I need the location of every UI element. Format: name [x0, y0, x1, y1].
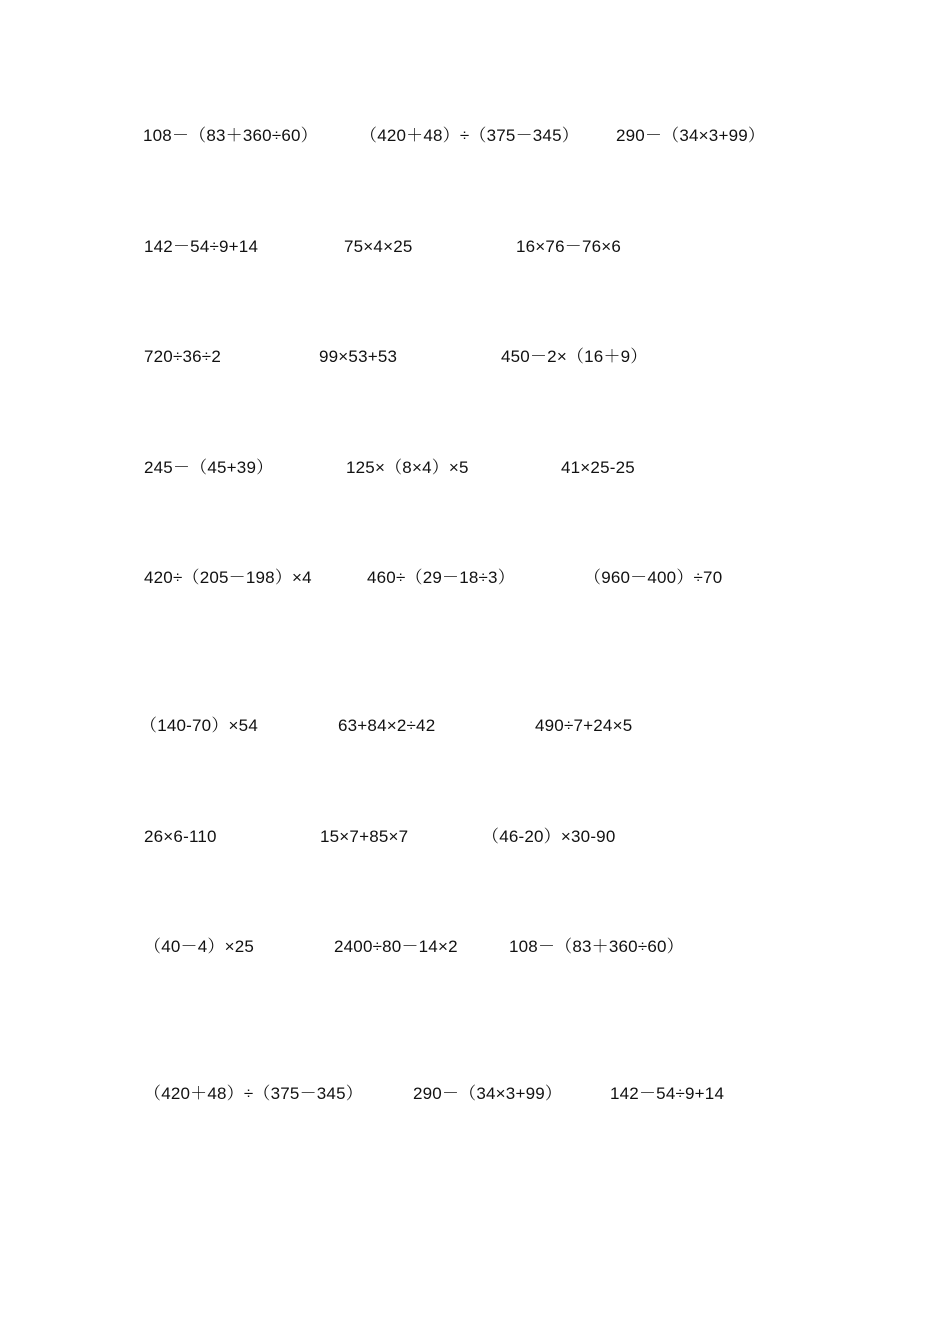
expression: 125×（8×4）×5 [346, 458, 469, 477]
expression: 63+84×2÷42 [338, 716, 436, 735]
expression: （420＋48）÷（375－345） [360, 126, 579, 145]
expression: 26×6-110 [144, 827, 217, 846]
expression: 16×76－76×6 [516, 237, 622, 256]
expression: 490÷7+24×5 [535, 716, 633, 735]
expression: 142－54÷9+14 [610, 1084, 725, 1103]
expression: （46-20）×30-90 [482, 827, 616, 846]
expression: 41×25-25 [561, 458, 635, 477]
expression: 420÷（205－198）×4 [144, 568, 312, 587]
expression: （40－4）×25 [144, 937, 255, 956]
expression: 15×7+85×7 [320, 827, 409, 846]
expression: 2400÷80－14×2 [334, 937, 458, 956]
expression: 142－54÷9+14 [144, 237, 259, 256]
expression: 108－（83＋360÷60） [509, 937, 684, 956]
expression: 99×53+53 [319, 347, 398, 366]
expression: 108－（83＋360÷60） [143, 126, 318, 145]
expression: （960－400）÷70 [584, 568, 723, 587]
expression: 290－（34×3+99） [616, 126, 766, 145]
expression: （420＋48）÷（375－345） [144, 1084, 363, 1103]
expression: 290－（34×3+99） [413, 1084, 563, 1103]
expression: 75×4×25 [344, 237, 413, 256]
expression: 720÷36÷2 [144, 347, 221, 366]
expression: 245－（45+39） [144, 458, 274, 477]
expression: （140-70）×54 [140, 716, 258, 735]
expression: 460÷（29－18÷3） [367, 568, 515, 587]
expression: 450－2×（16＋9） [501, 347, 648, 366]
